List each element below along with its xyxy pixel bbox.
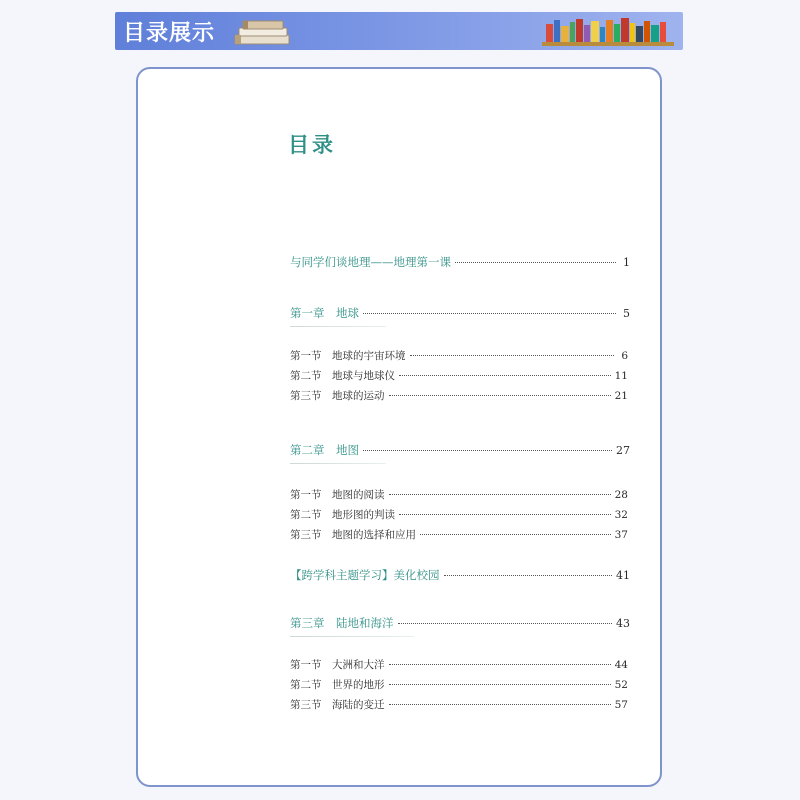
toc-section-page: 6	[621, 350, 628, 362]
toc-section-2-3[interactable]	[290, 527, 628, 545]
toc-section-3-1[interactable]	[290, 657, 628, 675]
toc-entry-label: 与同学们谈地理——地理第一课	[290, 255, 451, 269]
toc-chapter-label: 第一章 地球	[290, 306, 359, 320]
leader-dots	[389, 494, 611, 495]
toc-section-page: 44	[614, 659, 628, 671]
leader-dots	[455, 262, 616, 263]
leader-dots	[363, 313, 616, 314]
toc-chapter-page: 5	[623, 307, 630, 320]
header-banner	[115, 12, 683, 50]
toc-section-3-2[interactable]	[290, 677, 628, 695]
toc-section-1-1[interactable]	[290, 348, 628, 366]
toc-section-page: 57	[614, 699, 628, 711]
toc-section-label: 第一节 大洲和大洋	[290, 659, 385, 671]
toc-entry-label: 【跨学科主题学习】美化校园	[290, 568, 440, 582]
toc-section-page: 21	[614, 390, 628, 402]
toc-section-label: 第一节 地球的宇宙环境	[290, 350, 406, 362]
leader-dots	[444, 575, 613, 576]
toc-chapter-label: 第二章 地图	[290, 443, 359, 457]
toc-chapter-label: 第三章 陆地和海洋	[290, 616, 394, 630]
toc-chapter-3[interactable]	[290, 615, 630, 633]
toc-chapter-2[interactable]	[290, 442, 630, 460]
toc-section-label: 第一节 地图的阅读	[290, 489, 385, 501]
toc-section-label: 第三节 地图的选择和应用	[290, 529, 416, 541]
chapter-underline	[290, 463, 386, 464]
toc-chapter-1[interactable]	[290, 305, 630, 323]
toc-entry-topic[interactable]	[290, 567, 630, 585]
toc-section-label: 第二节 地形图的判读	[290, 509, 395, 521]
toc-section-page: 28	[614, 489, 628, 501]
toc-section-1-3[interactable]	[290, 388, 628, 406]
toc-section-page: 37	[614, 529, 628, 541]
leader-dots	[420, 534, 611, 535]
leader-dots	[399, 514, 611, 515]
chapter-underline	[290, 326, 386, 327]
leader-dots	[399, 375, 611, 376]
toc-section-2-1[interactable]	[290, 487, 628, 505]
toc-chapter-page: 27	[616, 444, 630, 457]
leader-dots	[389, 395, 611, 396]
toc-entry-page: 41	[616, 569, 630, 582]
banner-title: 目录展示	[123, 21, 216, 46]
toc-entry-page: 1	[623, 256, 630, 269]
toc-chapter-page: 43	[616, 617, 630, 630]
toc-section-page: 11	[614, 370, 628, 382]
leader-dots	[410, 355, 615, 356]
toc-entry-lead[interactable]	[290, 254, 630, 272]
leader-dots	[389, 664, 611, 665]
leader-dots	[398, 623, 613, 624]
leader-dots	[363, 450, 612, 451]
toc-page-card	[136, 67, 662, 787]
toc-section-page: 32	[614, 509, 628, 521]
leader-dots	[389, 684, 611, 685]
toc-section-label: 第三节 地球的运动	[290, 390, 385, 402]
toc-section-1-2[interactable]	[290, 368, 628, 386]
chapter-underline	[290, 636, 414, 637]
toc-title: 目录	[288, 132, 336, 157]
books-stack-icon	[231, 17, 295, 47]
toc-section-page: 52	[614, 679, 628, 691]
toc-section-3-3[interactable]	[290, 697, 628, 715]
toc-section-label: 第二节 世界的地形	[290, 679, 385, 691]
bookshelf-icon	[540, 16, 676, 48]
toc-section-label: 第二节 地球与地球仪	[290, 370, 395, 382]
leader-dots	[389, 704, 611, 705]
toc-section-2-2[interactable]	[290, 507, 628, 525]
toc-section-label: 第三节 海陆的变迁	[290, 699, 385, 711]
